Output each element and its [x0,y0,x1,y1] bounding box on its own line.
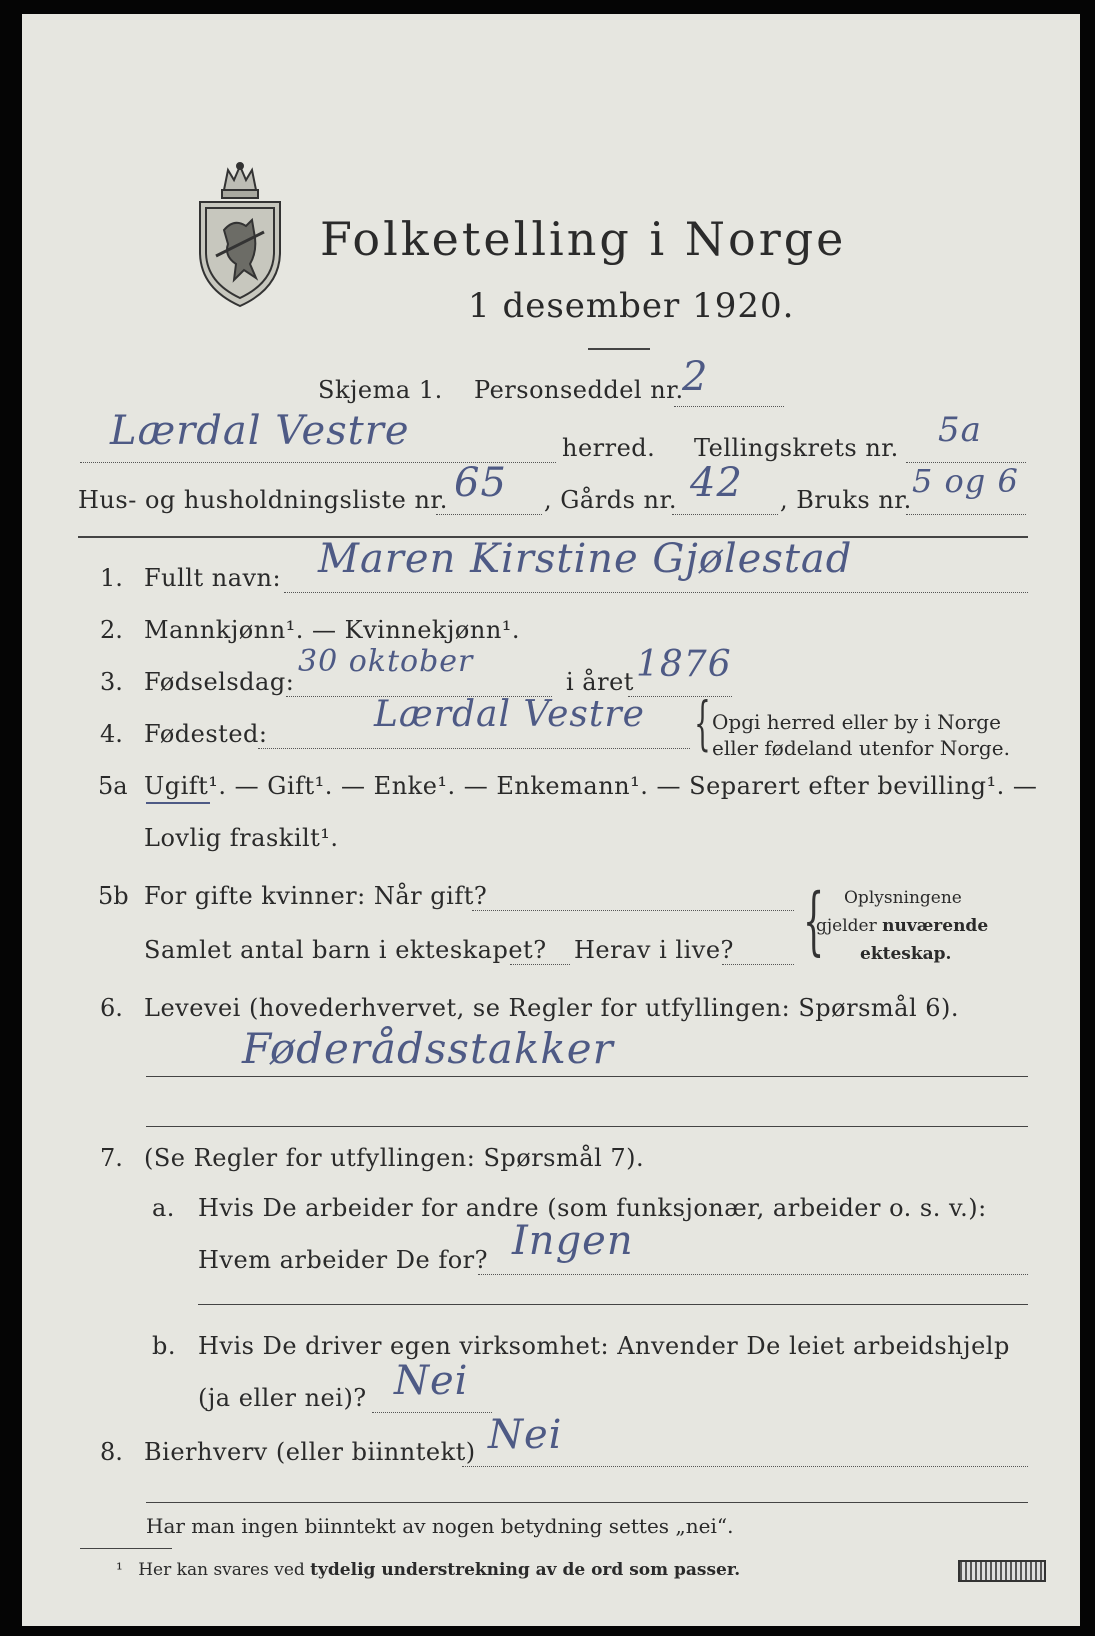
q5b-label: For gifte kvinner: Når gift? [144,882,488,910]
q7b-number: b. [152,1332,176,1360]
q8-line-2 [146,1502,1028,1503]
q5b-brace: { [802,878,825,964]
q5b-note-3: ekteskap. [860,944,952,964]
footnote-text-a: Her kan svares ved [138,1560,311,1580]
q5a-underline [146,802,210,804]
q7-number: 7. [100,1144,123,1172]
q6-label: Levevei (hovederhvervet, se Regler for utfyllingen: Spørsmål 6). [144,994,960,1022]
q2-label: Mannkjønn¹. — Kvinnekjønn¹. [144,616,521,644]
q5b-note-1: Oplysningene [844,888,962,908]
q7b-label: Hvis De driver egen virksomhet: Anvender De leiet arbeidshjelp [198,1332,1010,1360]
title-divider [588,348,650,350]
q7b-label-2: (ja eller nei)? [198,1384,367,1412]
q6-line-2 [146,1126,1028,1127]
q7a-label: Hvis De arbeider for andre (som funksjonær, arbeider o. s. v.): [198,1194,987,1222]
gards-value: 42 [690,460,743,506]
q5a-label: Ugift¹. — Gift¹. — Enke¹. — Enkemann¹. — Separert efter bevilling¹. — [144,772,1038,800]
q3-year-value: 1876 [636,644,732,685]
q1-label: Fullt navn: [144,564,282,592]
footnote-marker: ¹ [116,1560,123,1580]
bruks-value: 5 og 6 [912,462,1019,500]
footnote-text-b: tydelig understrekning av de ord som passer. [310,1560,741,1580]
q6-number: 6. [100,994,123,1022]
q1-value: Maren Kirstine Gjølestad [318,536,853,582]
personseddel-value: 2 [682,354,709,400]
q8-label: Bierhverv (eller biinntekt) [144,1438,476,1466]
q5b-label-2: Samlet antal barn i ekteskapet? [144,936,547,964]
q4-line [258,748,690,749]
herred-label: herred. [562,434,656,462]
q7a-number: a. [152,1194,175,1222]
q8-line [462,1466,1028,1467]
q4-note-1: Opgi herred eller by i Norge [712,710,1001,734]
printer-stamp [958,1560,1046,1582]
q7a-value: Ingen [512,1218,634,1264]
q5b-note-2a: gjelder [816,916,883,936]
q4-note-2: eller fødeland utenfor Norge. [712,736,1010,760]
gards-label: , Gårds nr. [544,486,677,514]
skjema-label: Skjema 1. [318,376,443,404]
q5b-line-3 [722,964,794,965]
tellingskrets-value: 5a [938,410,982,450]
q5b-line-1 [472,910,794,911]
q7-label: (Se Regler for utfyllingen: Spørsmål 7). [144,1144,645,1172]
bruks-line [906,514,1026,515]
q5a-number: 5a [98,772,128,800]
hus-value: 65 [454,460,507,506]
footnote-divider [80,1548,172,1549]
q7b-value: Nei [394,1358,469,1404]
gards-line [672,514,778,515]
q4-brace: { [694,689,711,757]
bruks-label: , Bruks nr. [780,486,912,514]
q3-number: 3. [100,668,123,696]
q3-year-label: i året [566,668,634,696]
form-date: 1 desember 1920. [468,286,795,326]
q2-number: 2. [100,616,123,644]
q4-value: Lærdal Vestre [374,694,645,735]
personseddel-line [674,406,784,407]
q4-label: Fødested: [144,720,268,748]
hus-label: Hus- og husholdningsliste nr. [78,486,448,514]
q6-value: Føderådsstakker [242,1024,614,1073]
q7a-label-2: Hvem arbeider De for? [198,1246,489,1274]
q3-value: 30 oktober [298,644,474,679]
census-form [22,14,1080,1626]
herred-value: Lærdal Vestre [110,408,410,454]
q7a-line-2 [198,1304,1028,1305]
q5a-label-2: Lovlig fraskilt¹. [144,824,339,852]
q1-number: 1. [100,564,123,592]
form-title: Folketelling i Norge [320,212,847,266]
q5b-number: 5b [98,882,129,910]
q8-value: Nei [488,1412,563,1458]
q3-label: Fødselsdag: [144,668,295,696]
personseddel-label: Personseddel nr. [474,376,684,404]
q7a-line [478,1274,1028,1275]
q4-number: 4. [100,720,123,748]
q5b-note-2b: nuværende [882,916,989,936]
q7b-line [372,1412,492,1413]
coat-of-arms-icon [194,160,286,310]
q6-line-1 [146,1076,1028,1077]
tellingskrets-label: Tellingskrets nr. [694,434,899,462]
q5b-label-3: Herav i live? [574,936,734,964]
footer-note: Har man ingen biinntekt av nogen betydning settes „nei“. [146,1514,734,1538]
q8-number: 8. [100,1438,123,1466]
hus-line [436,514,542,515]
q5b-line-2 [510,964,570,965]
q1-line [284,592,1028,593]
q5b-note-2 [816,916,988,936]
footnote [116,1560,740,1580]
